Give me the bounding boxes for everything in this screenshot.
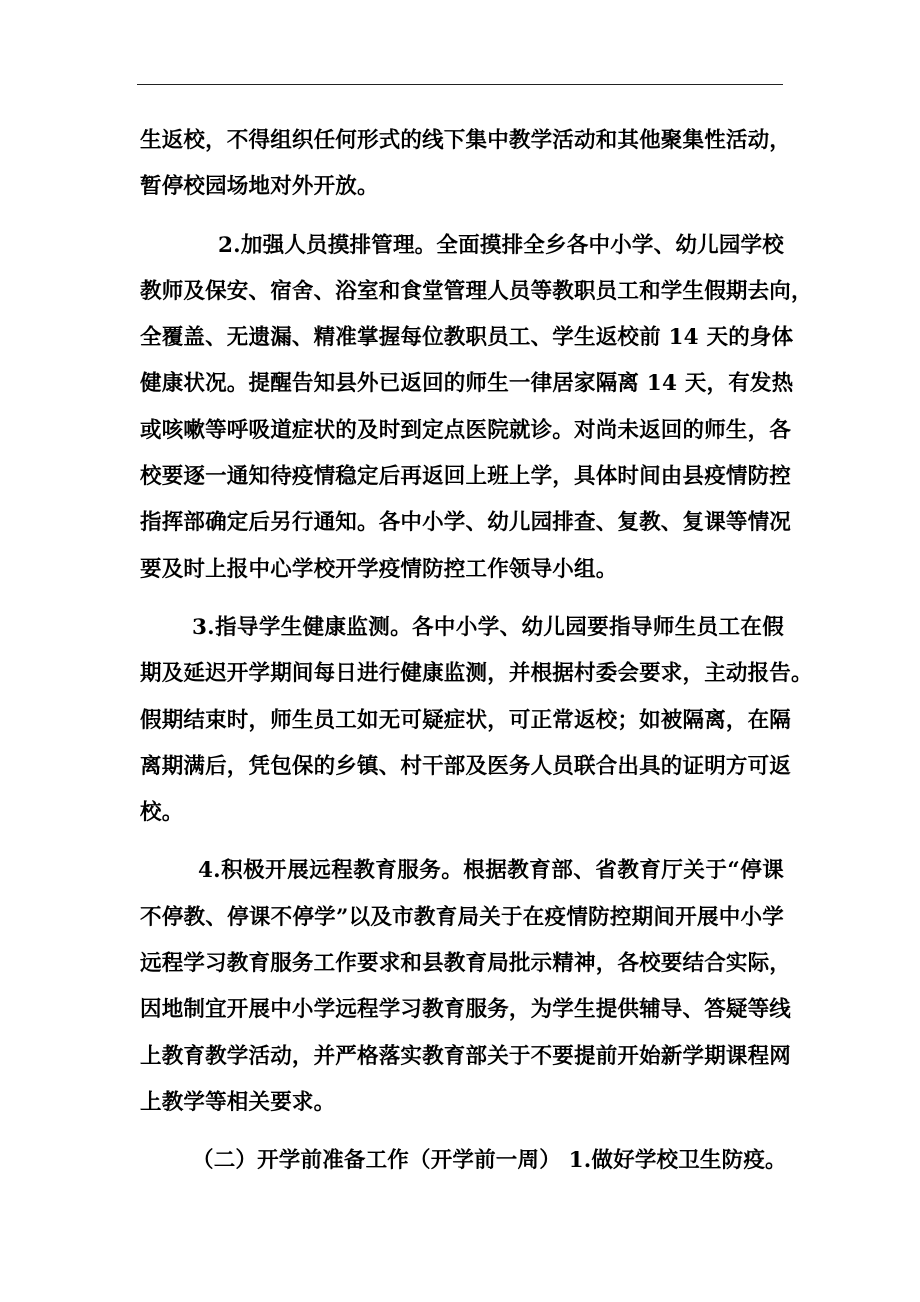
text-line: 因地制宜开展中小学远程学习教育服务，为学生提供辅导、答疑等线 (140, 997, 792, 1023)
text-line: 上教学等相关要求。 (140, 1089, 336, 1115)
text-line: 校。 (140, 800, 184, 826)
text-line: 2.加强人员摸排管理。全面摸排全乡各中小学、幼儿园学校 (218, 232, 784, 258)
section-heading-line: （二）开学前准备工作（开学前一周） 1.做好学校卫生防疫。 (192, 1148, 787, 1174)
text-line: 离期满后，凭包保的乡镇、村干部及医务人员联合出具的证明方可返 (140, 753, 792, 779)
text-line: 健康状况。提醒告知县外已返回的师生一律居家隔离 14 天，有发热 (140, 371, 794, 397)
text-line: 要及时上报中心学校开学疫情防控工作领导小组。 (140, 556, 618, 582)
text-line: 教师及保安、宿舍、浴室和食堂管理人员等教职员工和学生假期去向， (140, 278, 813, 304)
text-line: 全覆盖、无遗漏、精准掌握每位教职员工、学生返校前 14 天的身体 (140, 325, 794, 351)
paragraph-section-heading (140, 1138, 787, 1184)
text-line: 上教育教学活动，并严格落实教育部关于不要提前开始新学期课程网 (140, 1043, 792, 1069)
text-line: 不停教、停课不停学”以及市教育局关于在疫情防控期间开展中小学 (140, 904, 784, 930)
document-body (140, 118, 813, 1185)
text-line: 或咳嗽等呼吸道症状的及时到定点医院就诊。对尚未返回的师生，各 (140, 417, 792, 443)
text-line: 远程学习教育服务工作要求和县教育局批示精神，各校要结合实际， (140, 951, 792, 977)
text-line: 假期结束时，师生员工如无可疑症状，可正常返校；如被隔离，在隔 (140, 707, 792, 733)
text-line: 校要逐一通知待疫情稳定后再返回上班上学，具体时间由县疫情防控 (140, 464, 792, 490)
header-rule (137, 84, 783, 85)
text-line: 指挥部确定后另行通知。各中小学、幼儿园排查、复教、复课等情况 (140, 510, 792, 536)
text-line: 暂停校园场地对外开放。 (140, 174, 379, 200)
text-line: 3.指导学生健康监测。各中小学、幼儿园要指导师生员工在假 (192, 614, 784, 640)
text-line: 生返校，不得组织任何形式的线下集中教学活动和其他聚集性活动， (140, 128, 792, 153)
paragraph-staff-screening (140, 223, 813, 593)
paragraph-health-monitoring (140, 605, 813, 836)
paragraph-remote-education (140, 848, 792, 1126)
text-line: 期及延迟开学期间每日进行健康监测，并根据村委会要求，主动报告。 (140, 661, 813, 687)
text-line: 4.积极开展远程教育服务。根据教育部、省教育厅关于“停课 (198, 858, 784, 884)
paragraph-continuation (140, 118, 792, 211)
